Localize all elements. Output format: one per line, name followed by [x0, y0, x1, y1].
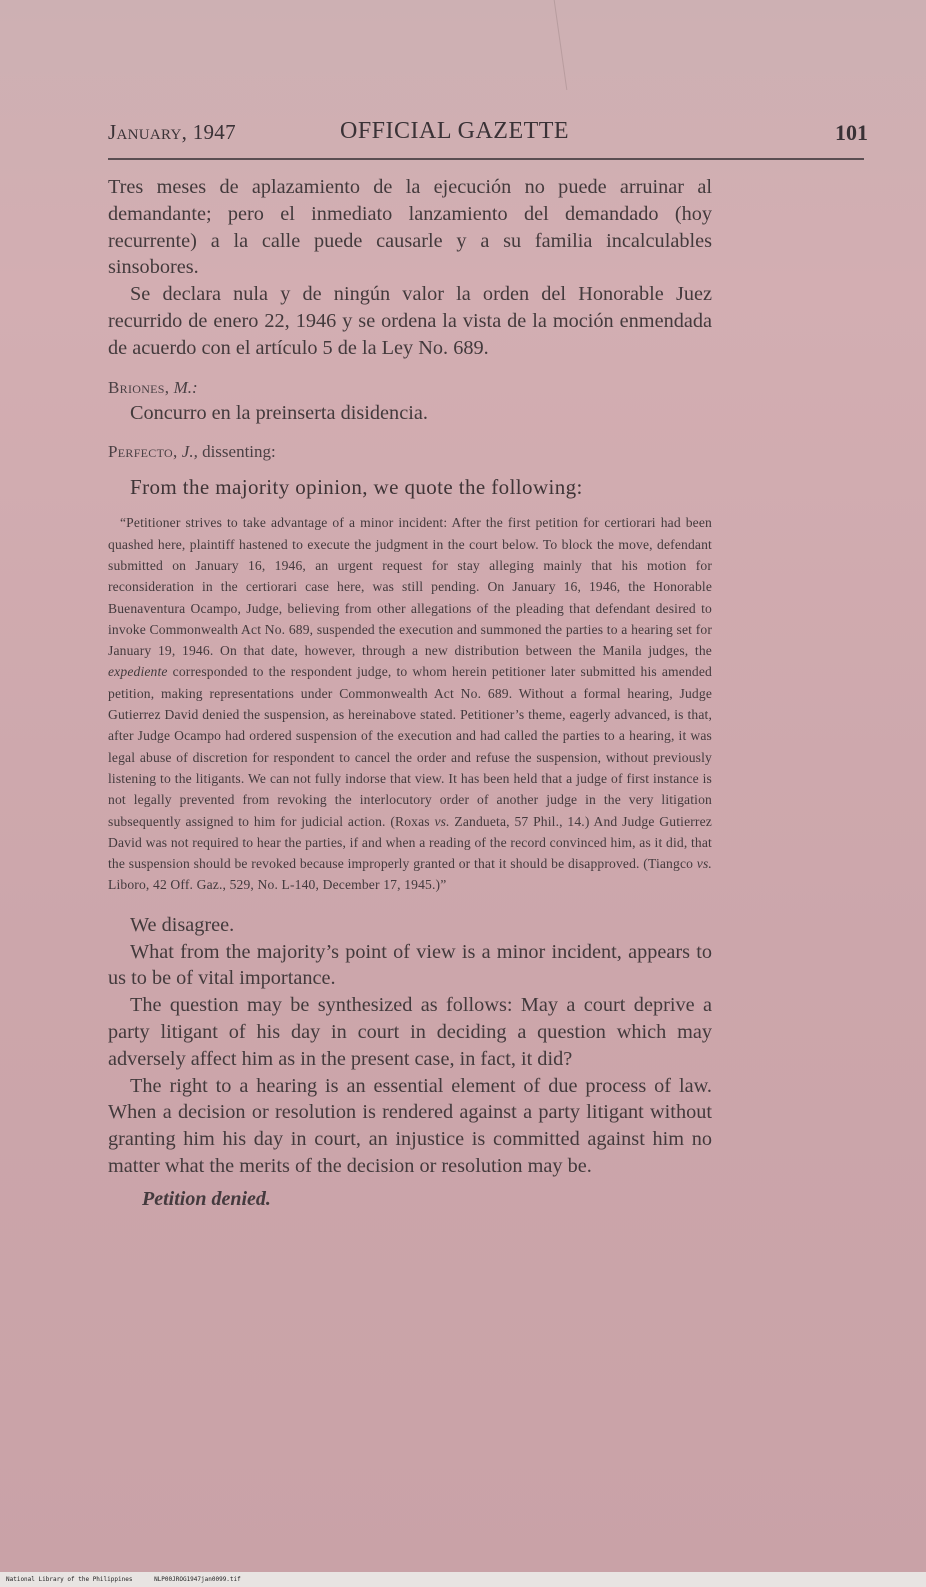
quote-italic: vs. [434, 813, 450, 829]
justice-name: Briones, [108, 377, 170, 397]
paragraph: Se declara nula y de ningún valor la orden del Honorable Juez recurrido de enero 22, 1946 y se ordena la vista de la moción enmendada de acuerdo con el artículo 5 de la Ley No. 689. [108, 283, 712, 359]
dissent-label: dissenting: [202, 442, 276, 462]
block-quote [108, 512, 712, 895]
paragraph: The right to a hearing is an essential element of due process of law. When a decision or resolution is rendered against a party litigant without granting him his day in court, an injustice is committed against him no matter what the merits of the decision or resolution may be. [108, 1074, 712, 1177]
justice-name: Perfecto, [108, 442, 178, 462]
dissenting-justice [108, 440, 712, 464]
quote-italic: vs. [696, 856, 712, 872]
paper-crease [464, 0, 568, 90]
file-name: NLP00JROG1947jan0099.tif [154, 1576, 241, 1583]
dissent-intro: From the majority opinion, we quote the following: [130, 475, 583, 500]
header-title: OFFICIAL GAZETTE [340, 118, 570, 144]
quote-text: Zandueta, 57 Phil., 14.) And Judge Gutierrez David was not required to hear the parties, if and when a reading of the record convinced him, as it did, that the suspension should be revoked because improperly granted or that it should be disapproved. (Tiangco [108, 813, 712, 872]
paragraph: Tres meses de aplazamiento de la ejecución no puede arruinar al demandante; pero el inmediato lanzamiento del demandado (hoy recurrente) a la calle puede causarle y a su familia incalculables sinsobores. [108, 176, 712, 279]
library-name: National Library of the Philippines [6, 1576, 133, 1583]
header-date: January, 1947 [108, 120, 236, 144]
disposition: Petition denied. [142, 1187, 271, 1210]
paragraph: What from the majority’s point of view is a minor incident, appears to us to be of vital importance. [108, 940, 712, 990]
concurrence-text: Concurro en la preinserta disidencia. [130, 401, 428, 424]
body-text [108, 174, 712, 1211]
justice-title: J., [181, 442, 198, 462]
scan-footer [6, 1576, 606, 1583]
justice-title: M.: [173, 377, 198, 397]
paragraph: The question may be synthesized as follows: May a court deprive a party litigant of his day in court in deciding a question which may adversely affect him as in the present case, in fact, it did? [108, 994, 712, 1070]
page-number: 101 [835, 120, 868, 145]
paragraph: We disagree. [130, 913, 235, 936]
quote-text: Liboro, 42 Off. Gaz., 529, No. L-140, December 17, 1945.)” [108, 877, 447, 893]
concurring-justice [108, 376, 712, 400]
quote-text: corresponded to the respondent judge, to whom herein petitioner later submitted his amended petition, making representations under Commonwealth Act No. 689. Without a formal hearing, Judge Gutierrez David denied the suspension, as hereinabove stated. Petitioner’s theme, eagerly advanced, is that, after Judge Ocampo had ordered suspension of the execution and had called the parties to a hearing, it was legal abuse of discretion for respondent to cancel the order and refuse the suspension, without previously listening to the litigants. We can not fully indorse that view. It has been held that a judge of first instance is not legally prevented from revoking the interlocutory order of another judge in the very litigation subsequently assigned to him for judicial action. (Roxas [108, 664, 712, 829]
running-header [108, 120, 868, 150]
header-rule [108, 158, 864, 160]
quote-italic: expediente [108, 664, 168, 680]
quote-text: “Petitioner strives to take advantage of a minor incident: After the first petition for certiorari had been quashed here, plaintiff hastened to execute the judgment in the court below. To block the move, defendant submitted on January 16, 1946, an urgent request for stay alleging mainly that his motion for reconsideration in the certiorari case here, was still pending. On January 16, 1946, the Honorable Buenaventura Ocampo, Judge, believing from other allegations of the pleading that defendant desired to invoke Commonwealth Act No. 689, suspended the execution and summoned the parties to a hearing set for January 19, 1946. On that date, however, through a new distribution between the Manila judges, the [108, 515, 712, 659]
